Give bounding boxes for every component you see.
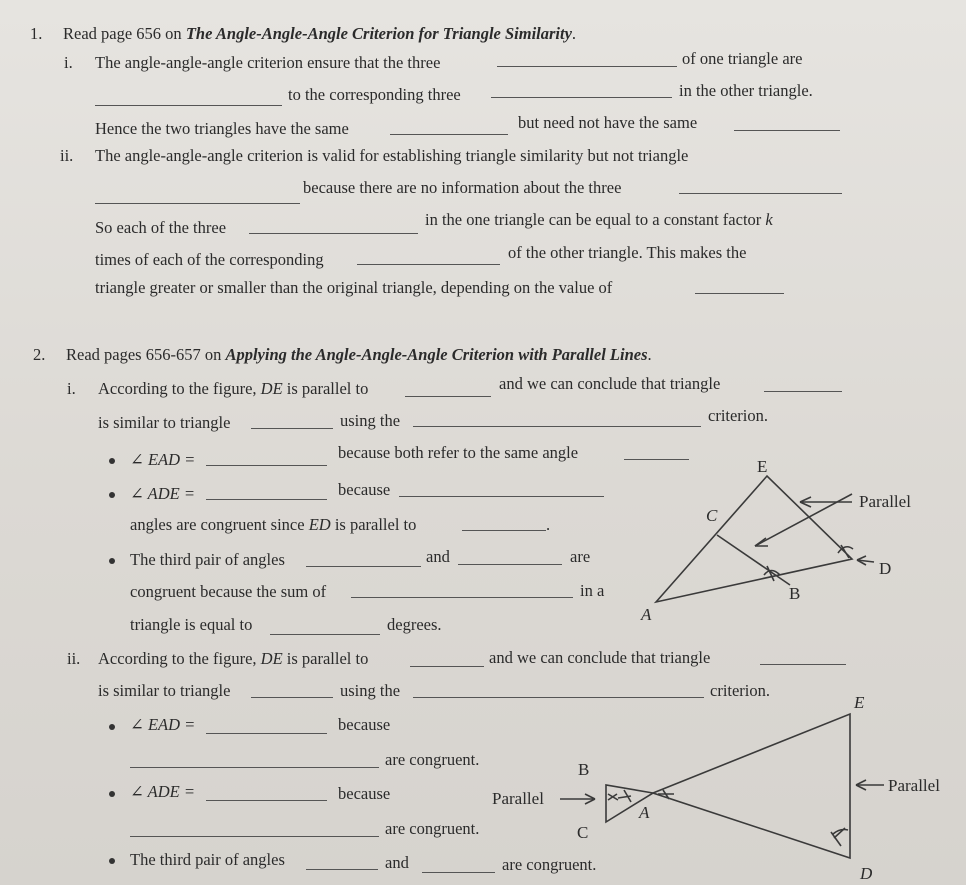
fig1-segment-cb	[717, 535, 790, 585]
q1-i-line3b: but need not have the same	[518, 113, 698, 132]
q2-i-b1-angle: ∠ EAD =	[130, 450, 196, 469]
q2-i-line1c: and we can conclude that triangle	[499, 374, 721, 393]
q1-title: The Angle-Angle-Angle Criterion for Triangle Similarity	[185, 24, 572, 43]
q2-i-b2-angle: ∠ ADE =	[130, 484, 195, 503]
q2-lead: Read pages 656-657 on	[66, 345, 222, 364]
q2-ii-b3-are: are congruent.	[502, 855, 597, 874]
q1-i-line1b: of one triangle are	[682, 49, 803, 68]
q1-ii-line3a: So each of the three	[95, 218, 227, 237]
q2-i-b3-l3a: triangle is equal to	[130, 615, 253, 634]
q2-title: Applying the Angle-Angle-Angle Criterion with Parallel Lines	[225, 345, 648, 364]
fig2-label-parallel-left: Parallel	[492, 789, 544, 808]
q1-ii-k: k	[765, 210, 773, 229]
q2-i-b3-and: and	[426, 547, 450, 566]
q2-i-b3-a: The third pair of angles	[130, 550, 285, 569]
q2-i-DE: DE	[260, 379, 283, 398]
q1-ii-line4a: times of each of the corresponding	[95, 250, 324, 269]
q2-ii-b1-angle: ∠ EAD =	[130, 715, 196, 734]
q1-number: 1.	[30, 24, 43, 43]
fig1-label-b: B	[789, 584, 801, 603]
q2-i-b3-l3b: degrees.	[387, 615, 442, 634]
q2-i-line2c: criterion.	[708, 406, 769, 425]
q2-ii-line1a: According to the figure,	[98, 649, 257, 668]
fig2-angle-mark-b	[608, 794, 618, 800]
fig2-label-parallel-right: Parallel	[888, 776, 940, 795]
q2-ii-b2-text: because	[338, 784, 391, 803]
q2-ii-line2c: criterion.	[710, 681, 771, 700]
fig1-label-e: E	[757, 457, 768, 476]
q2-i-b2-cont-b: is parallel to	[334, 515, 417, 534]
q1-ii-line4b: of the other triangle. This makes the	[508, 243, 747, 262]
q2-ii-DE: DE	[260, 649, 283, 668]
q2-ii-b2-angle: ∠ ADE =	[130, 782, 195, 801]
fig1-triangle-ade	[656, 476, 852, 602]
fig1-label-d: D	[879, 559, 892, 578]
q1-i-line2b: in the other triangle.	[679, 81, 813, 100]
fig2-triangle-aed	[653, 714, 850, 858]
q2-ii-line2b: using the	[340, 681, 401, 700]
q1-ii-line5: triangle greater or smaller than the original triangle, depending on the value of	[95, 278, 613, 297]
q2-ii-b1-text: because	[338, 715, 391, 734]
q2-i-line1b: is parallel to	[286, 379, 369, 398]
q2-i-line1a: According to the figure,	[98, 379, 257, 398]
q2-i-b1-text: because both refer to the same angle	[338, 443, 579, 462]
fig2-label-b: B	[578, 760, 590, 779]
q2-i-b2-cont-a: angles are congruent since	[130, 515, 305, 534]
q2-ii-number: ii.	[67, 649, 81, 668]
fig2-label-e: E	[854, 693, 865, 712]
q1-i-number: i.	[64, 53, 73, 72]
q1-lead: Read page 656 on	[63, 24, 182, 43]
q2-i-b2-text: because	[338, 480, 391, 499]
fig2-angle-mark-a-left	[618, 790, 631, 802]
q2-ii-b2-cont: are congruent.	[385, 819, 480, 838]
fig1-label-a: A	[641, 605, 652, 624]
fig2-label-c: C	[577, 823, 589, 842]
q1-ii-line2: because there are no information about the three	[303, 178, 622, 197]
q1-i-line3a: Hence the two triangles have the same	[95, 119, 349, 138]
q2-i-line2b: using the	[340, 411, 401, 430]
q2-ii-b3-a: The third pair of angles	[130, 850, 285, 869]
q2-i-b3-are: are	[570, 547, 591, 566]
q1-ii-line1: The angle-angle-angle criterion is valid for establishing triangle similarity but not triangle	[95, 146, 689, 165]
q2-ii-b3-and: and	[385, 853, 409, 872]
q2-i-number: i.	[67, 379, 76, 398]
q2-i-b3-l2b: in a	[580, 581, 605, 600]
q1-i-line1a: The angle-angle-angle criterion ensure that the three	[95, 53, 441, 72]
q2-ii-line1b: is parallel to	[286, 649, 369, 668]
q1-heading: Read page 656 on The Angle-Angle-Angle Criterion for Triangle Similarity.	[63, 24, 577, 43]
period: .	[546, 515, 551, 534]
q2-heading: Read pages 656-657 on Applying the Angle-Angle-Angle Criterion with Parallel Lines.	[66, 345, 652, 364]
fig1-label-parallel: Parallel	[859, 492, 911, 511]
q1-i-line2a: to the corresponding three	[288, 85, 461, 104]
q1-ii-number: ii.	[60, 146, 74, 165]
q2-ii-line2a: is similar to triangle	[98, 681, 231, 700]
q2-i-line2a: is similar to triangle	[98, 413, 231, 432]
q2-ii-line1c: and we can conclude that triangle	[489, 648, 711, 667]
q2-i-b3-l2a: congruent because the sum of	[130, 582, 327, 601]
q2-i-b2-ED: ED	[308, 515, 331, 534]
q1-ii-line3b: in the one triangle can be equal to a constant factor	[425, 210, 762, 229]
fig2-label-a: A	[639, 803, 650, 822]
q2-ii-b1-cont: are congruent.	[385, 750, 480, 769]
fig1-label-c: C	[706, 506, 718, 525]
fig2-label-d: D	[860, 864, 873, 883]
q2-number: 2.	[33, 345, 46, 364]
